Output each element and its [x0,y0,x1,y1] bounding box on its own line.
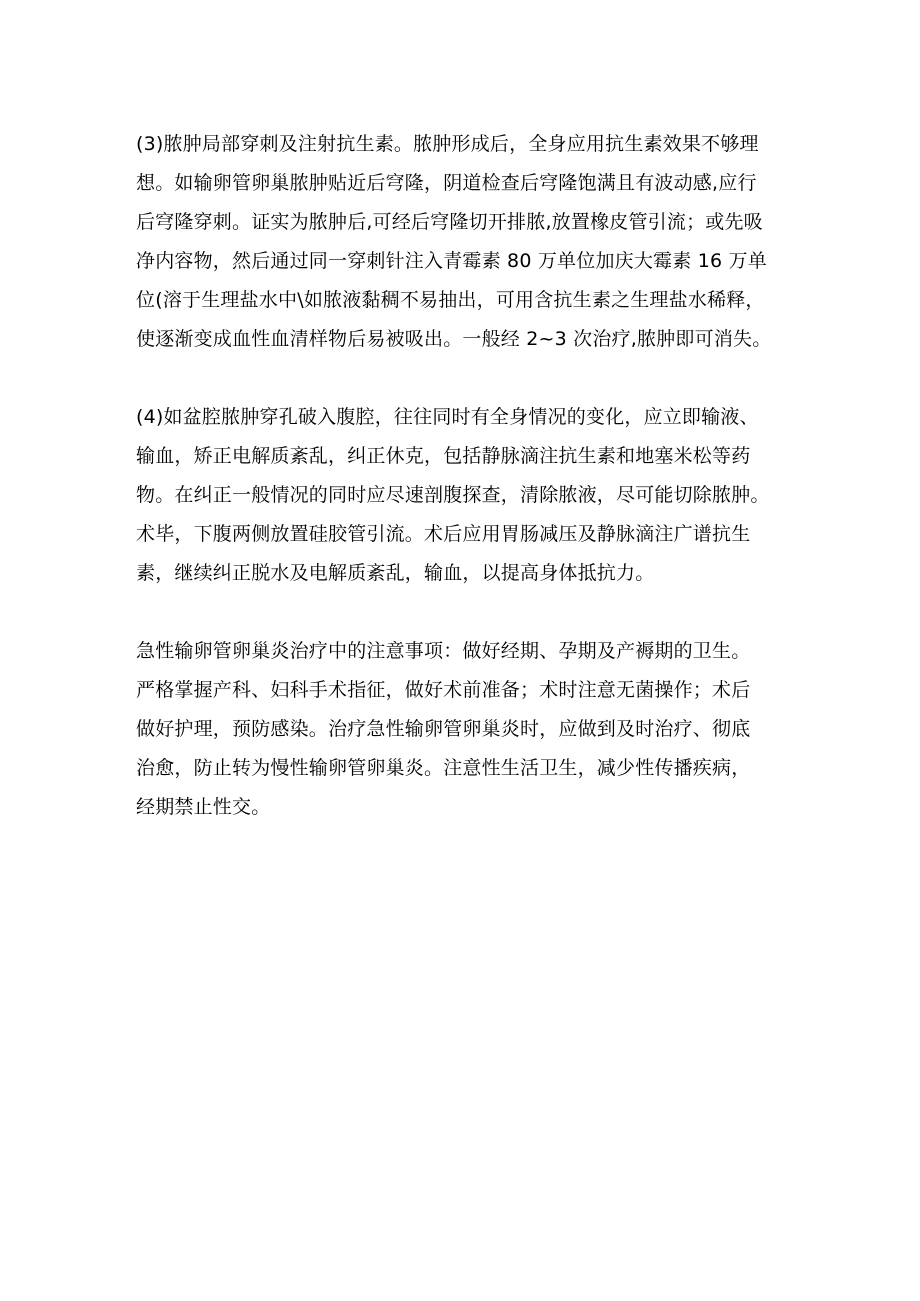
text-line: 严格掌握产科、妇科手术指征，做好术前准备；术时注意无菌操作；术后 [136,679,751,701]
text-line: (3)脓肿局部穿刺及注射抗生素。脓肿形成后，全身应用抗生素效果不够理 [136,133,759,155]
text-line: 净内容物，然后通过同一穿刺针注入青霉素 80 万单位加庆大霉素 16 万单 [136,250,767,272]
text-line: 急性输卵管卵巢炎治疗中的注意事项：做好经期、孕期及产褥期的卫生。 [136,640,751,662]
text-line: 治愈，防止转为慢性输卵管卵巢炎。注意性生活卫生，减少性传播疾病， [136,757,751,779]
paragraph-abscess-rupture [136,398,816,593]
text-line: 做好护理，预防感染。治疗急性输卵管卵巢炎时，应做到及时治疗、彻底 [136,718,751,740]
text-line: 物。在纠正一般情况的同时应尽速剖腹探查，清除脓液，尽可能切除脓肿。 [136,484,770,506]
text-line: 位(溶于生理盐水中\如脓液黏稠不易抽出，可用含抗生素之生理盐水稀释， [136,289,765,311]
text-line: 术毕，下腹两侧放置硅胶管引流。术后应用胃肠减压及静脉滴注广谱抗生 [136,523,751,545]
text-line: 素，继续纠正脱水及电解质紊乱，输血，以提高身体抵抗力。 [136,562,655,584]
text-line: 经期禁止性交。 [136,796,271,818]
paragraph-abscess-puncture [136,125,816,359]
text-line: 后穹隆穿刺。证实为脓肿后,可经后穹隆切开排脓,放置橡皮管引流；或先吸 [136,211,763,233]
text-line: 使逐渐变成血性血清样物后易被吸出。一般经 2~3 次治疗,脓肿即可消失。 [136,328,772,350]
document-body [136,125,816,866]
text-line: (4)如盆腔脓肿穿孔破入腹腔，往往同时有全身情况的变化，应立即输液、 [136,406,759,428]
text-line: 想。如输卵管卵巢脓肿贴近后穹隆，阴道检查后穹隆饱满且有波动感,应行 [136,172,757,194]
text-line: 输血，矫正电解质紊乱，纠正休克，包括静脉滴注抗生素和地塞米松等药 [136,445,751,467]
paragraph-precautions [136,632,816,827]
